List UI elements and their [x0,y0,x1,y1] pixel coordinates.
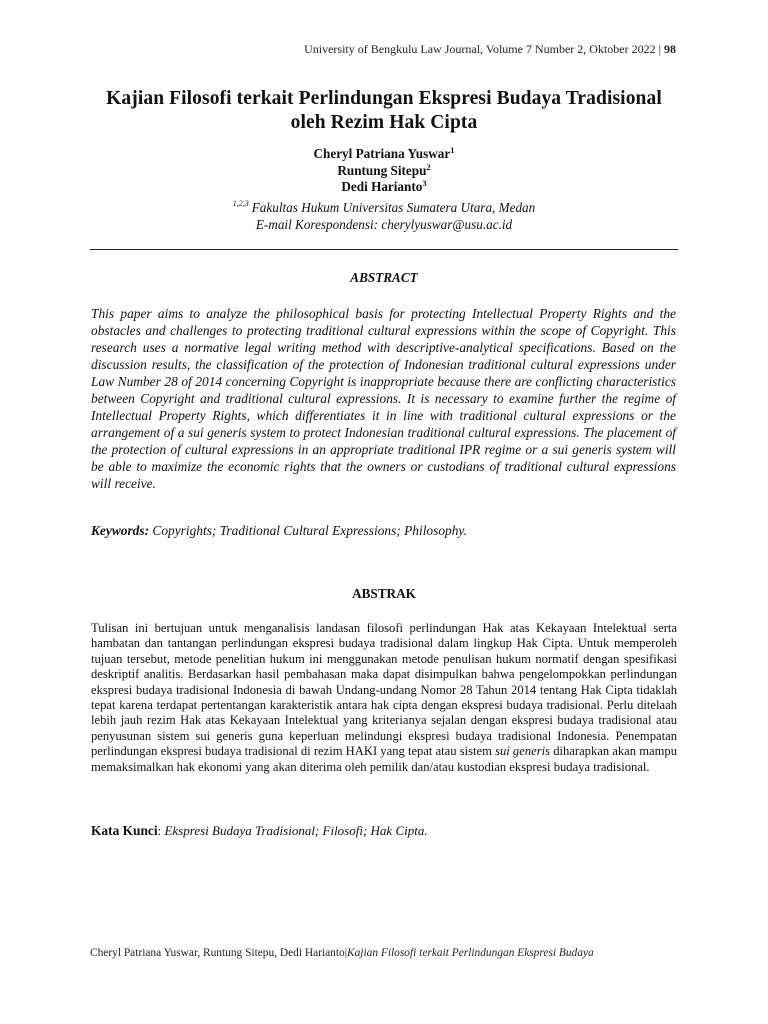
keywords-line [91,523,676,539]
abstrak-text-end: diharapkan akan mampu memaksimalkan hak ekonomi yang akan diterima oleh pemilik dan/atau kustodian ekspresi budaya tradisional. [91,744,678,774]
author-name: Dedi Harianto [341,179,423,194]
footer-authors: Cheryl Patriana Yuswar, Runtung Sitepu, Dedi Harianto [90,947,345,959]
affiliation [0,199,768,216]
kata-kunci-line [91,823,676,839]
abstrak-italic-term: sui generis [495,744,551,759]
kata-kunci-colon: : [157,823,162,838]
footer-title: Kajian Filosofi terkait Perlindungan Ekspresi Budaya [347,947,594,959]
author-list [0,146,768,196]
keywords-label: Keywords: [91,523,150,538]
divider-rule [90,249,678,250]
title-line: Kajian Filosofi terkait Perlindungan Ekspresi Budaya Tradisional [106,88,662,109]
abstrak-text-main: Tulisan ini bertujuan untuk menganalisis landasan filosofi perlindungan Hak atas Kekayaan Intelektual serta hambatan dan tantangan perlindungan ekspresi budaya tradisional dalam lingkup Hak Cipta. Untuk memperoleh tujuan tersebut, metode penelitian hukum ini menggunakan metode penulisan hukum normatif dengan spesifikasi deskriptif analitis. Berdasarkan hasil pembahasan maka dapat disimpulkan bahwa pengelompokkan perlindungan ekspresi budaya tradisional Indonesia di bawah Undang-undang Nomor 28 Tahun 2014 tentang Hak Cipta tidaklah tepat karena terdapat pertentangan karakteristik antara hak cipta dengan ekspresi budaya tradisional. Perlu ditelaah lebih jauh rezim Hak atas Kekayaan Intelektual yang kriterianya sejalan dengan ekspresi budaya tradisional atau penyusunan sistem sui generis guna keperluan melindungi ekspresi budaya tradisional Indonesia. Penempatan perlindungan ekspresi budaya tradisional di rezim HAKI yang tepat atau sistem [91,621,677,759]
running-footer [90,947,690,959]
affiliation-superscript: 1,2,3 [232,199,249,208]
affiliation-block [0,199,768,233]
header-separator: | [658,42,661,56]
author [0,163,768,180]
page-number: 98 [664,42,676,56]
journal-info: University of Bengkulu Law Journal, Volume 7 Number 2, Oktober 2022 [304,42,656,56]
abstract-heading: ABSTRACT [350,270,418,285]
correspondence-email: E-mail Korespondensi: cherylyuswar@usu.ac.id [255,217,513,232]
author-superscript: 2 [426,161,431,172]
title-line: oleh Rezim Hak Cipta [290,112,478,133]
footer-separator: | [344,947,348,959]
running-header [304,42,676,57]
author-name: Cheryl Patriana Yuswar [313,146,451,161]
abstract-text: This paper aims to analyze the philosophical basis for protecting Intellectual Property Rights and the obstacles and challenges to protecting traditional cultural expressions within the scope of Copyright. This research uses a normative legal writing method with descriptive-analytical specifications. Based on the discussion results, the classification of the protection of Indonesian traditional cultural expressions under Law Number 28 of 2014 concerning Copyright is inappropriate because there are conflicting characteristics between Copyright and traditional cultural expressions. It is necessary to examine further the regime of Intellectual Property Rights, which differentiates it in line with traditional cultural expressions or the arrangement of a sui generis system to protect Indonesian traditional cultural expressions. The placement of the protection of cultural expressions in an appropriate traditional IPR regime or a sui generis system will be able to maximize the economic rights that the owners or custodians of traditional cultural expressions will receive. [91,306,676,492]
kata-kunci-text: Ekspresi Budaya Tradisional; Filosofi; Hak Cipta. [164,823,428,838]
author-name: Runtung Sitepu [337,162,427,178]
author [0,146,768,163]
article-title [70,87,698,135]
author [0,179,768,196]
author-superscript: 1 [450,145,455,155]
affiliation-text: Fakultas Hukum Universitas Sumatera Utara, Medan [251,200,536,215]
kata-kunci-label: Kata Kunci [91,823,158,838]
abstrak-text [91,621,677,775]
keywords-text: Copyrights; Traditional Cultural Expressions; Philosophy. [152,523,467,538]
author-superscript: 3 [422,178,427,188]
abstrak-heading: ABSTRAK [352,586,416,601]
